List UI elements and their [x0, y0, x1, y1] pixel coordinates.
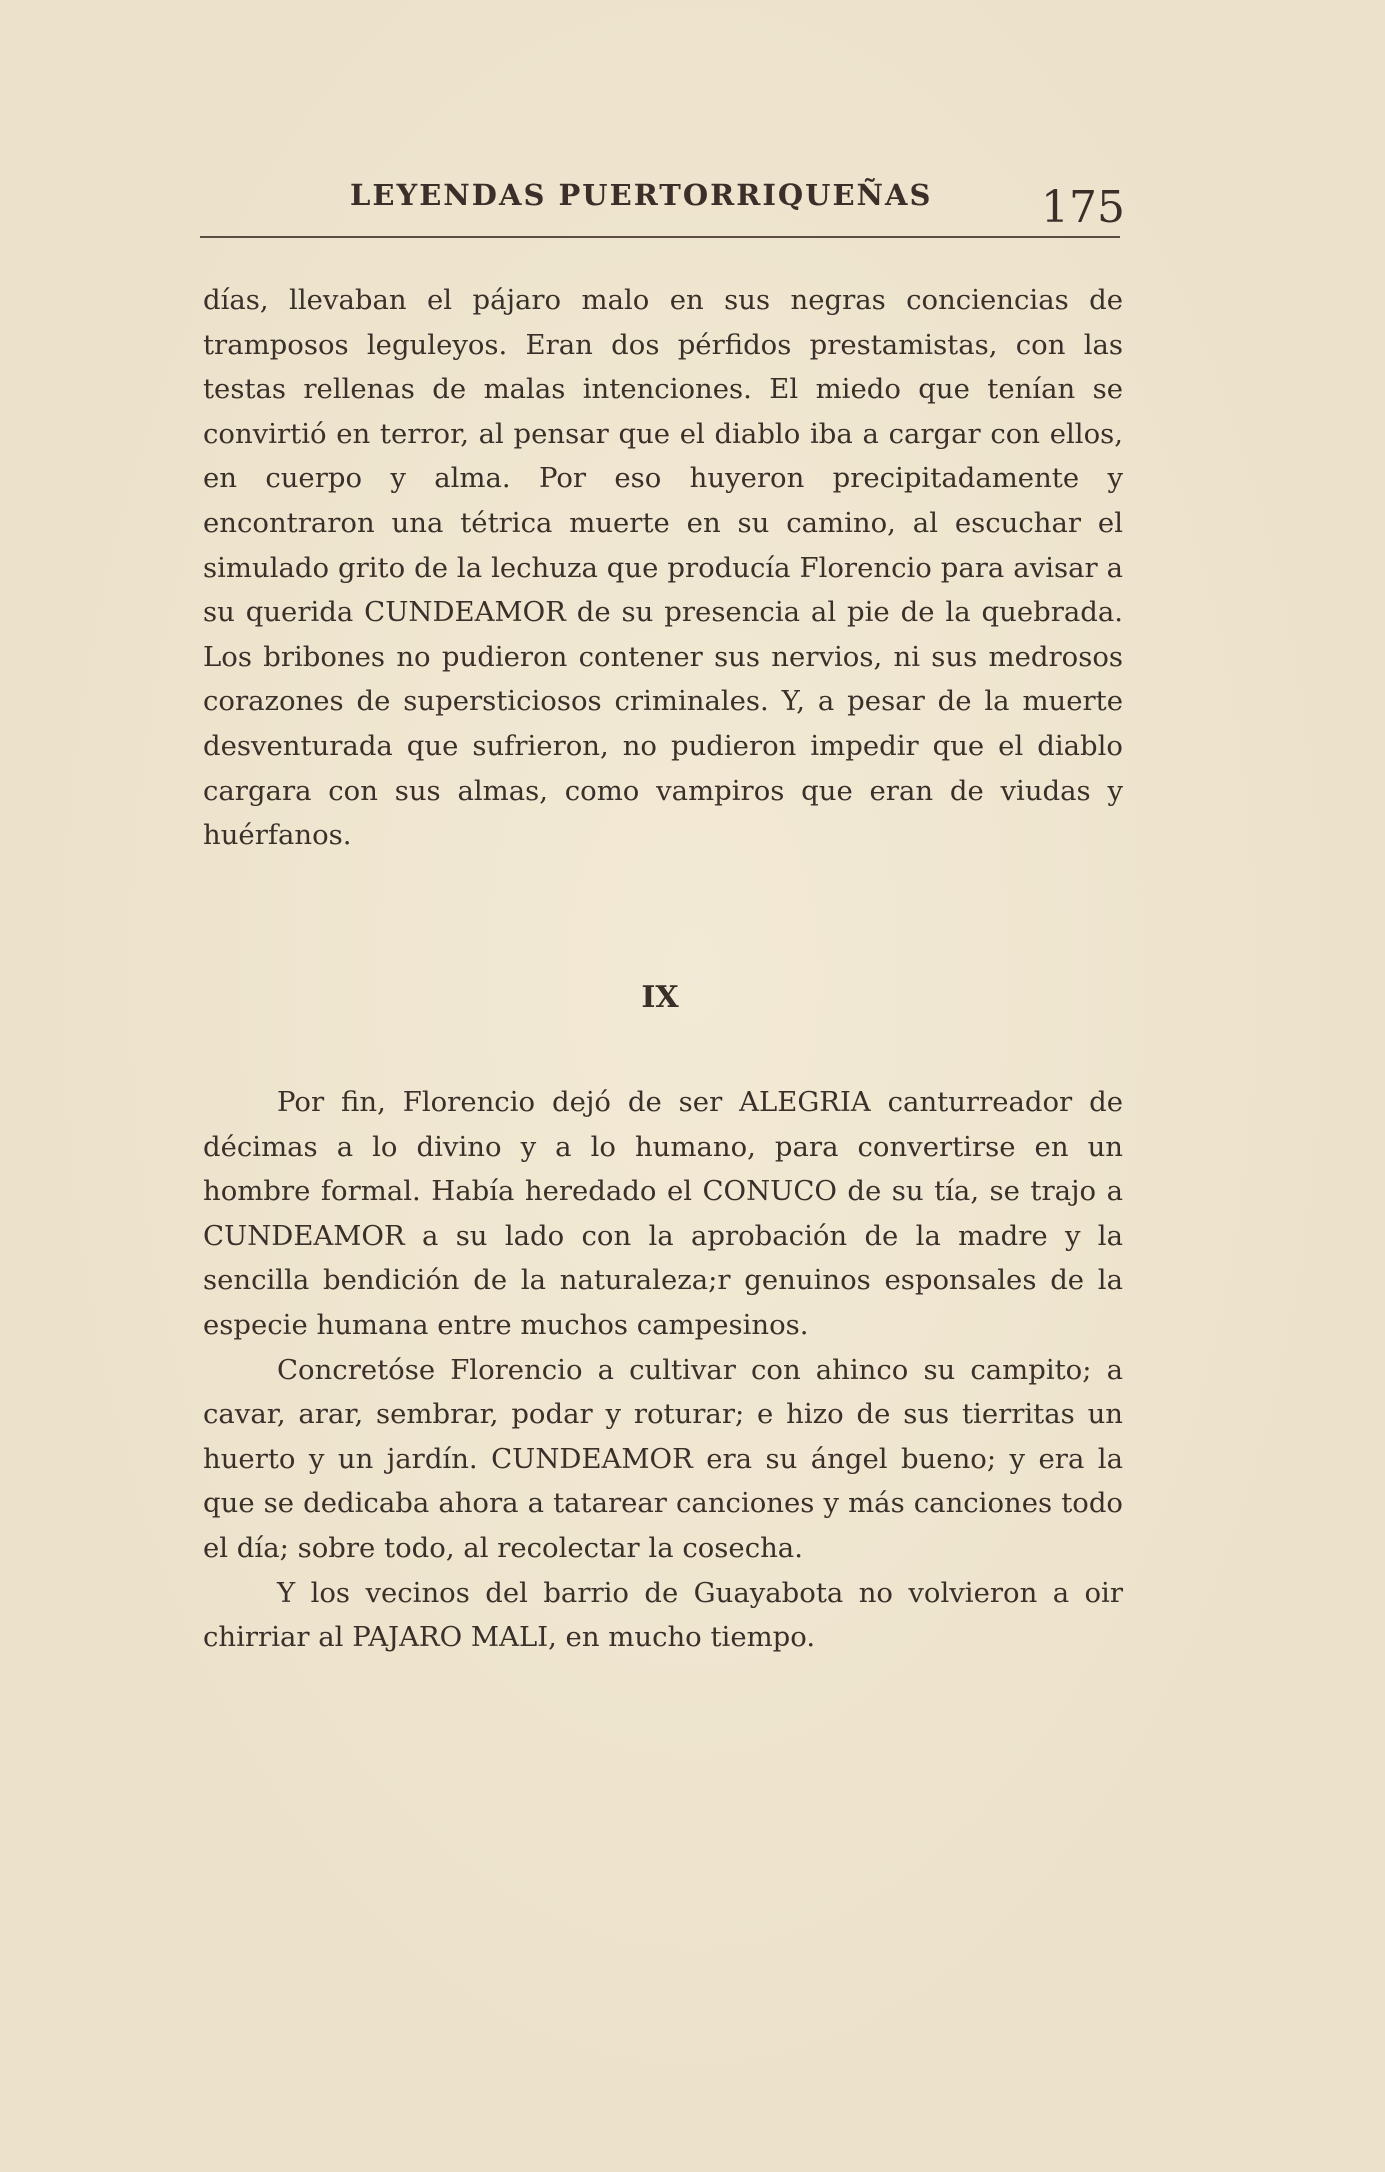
paragraph-4: Y los vecinos del barrio de Guayabota no volvieron a oir chirriar al PAJARO MALI, en mucho tiempo. — [203, 1576, 1123, 1654]
running-title: LEYENDAS PUERTORRIQUEÑAS — [350, 178, 933, 212]
section-heading: IX — [641, 980, 679, 1015]
text-block-bottom — [203, 1080, 1123, 1660]
header-rule — [200, 236, 1120, 238]
text-block-top — [203, 278, 1123, 858]
page-number: 175 — [1041, 182, 1125, 233]
paragraph-1: días, llevaban el pájaro malo en sus negras conciencias de tramposos leguleyos. Eran dos pérfidos prestamistas, con las testas rellenas de malas intenciones. El miedo que tenían se convirtió en terror, al pensar que el diablo iba a cargar con ellos, en cuerpo y alma. Por eso huyeron precipitadamente y encontraron una tétrica muerte en su camino, al escuchar el simulado grito de la lechuza que producía Florencio para avisar a su querida CUNDEAMOR de su presencia al pie de la quebrada. Los bribones no pudieron contener sus nervios, ni sus medrosos corazones de supersticiosos criminales. Y, a pesar de la muerte desventurada que sufrieron, no pudieron impedir que el diablo cargara con sus almas, como vampiros que eran de viudas y huérfanos. — [203, 284, 1123, 852]
paragraph-3: Concretóse Florencio a cultivar con ahinco su campito; a cavar, arar, sembrar, podar y roturar; e hizo de sus tierritas un huerto y un jardín. CUNDEAMOR era su ángel bueno; y era la que se dedicaba ahora a tatarear canciones y más canciones todo el día; sobre todo, al recolectar la cosecha. — [203, 1353, 1123, 1564]
page-header — [200, 168, 1125, 240]
paragraph-2: Por fin, Florencio dejó de ser ALEGRIA canturreador de décimas a lo divino y a lo humano, para convertirse en un hombre formal. Había heredado el CONUCO de su tía, se trajo a CUNDEAMOR a su lado con la aprobación de la madre y la sencilla bendición de la naturaleza;r genuinos esponsales de la especie humana entre muchos campesinos. — [203, 1086, 1123, 1341]
